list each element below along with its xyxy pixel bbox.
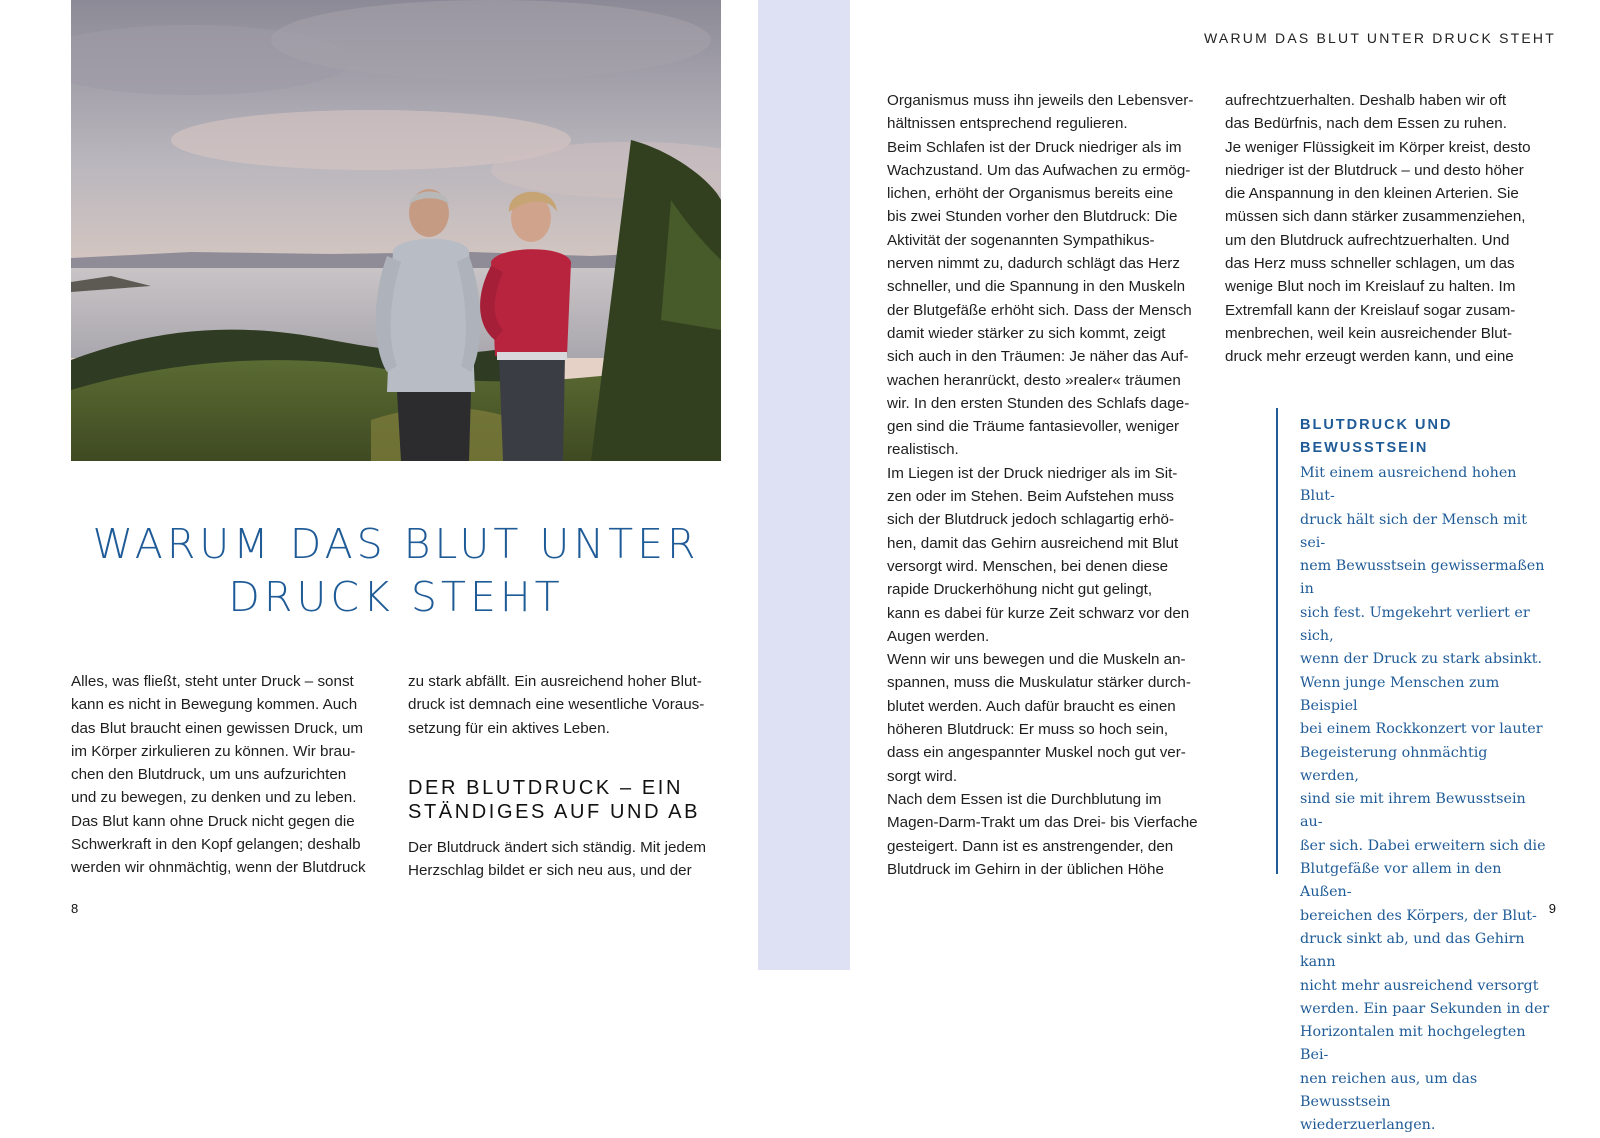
text-line: chen den Blutdruck, um uns aufzurichten [71, 766, 347, 784]
text-line: im Körper zirkulieren zu können. Wir brau- [71, 742, 356, 760]
text-line: Wenn wir uns bewegen und die Muskeln an- [887, 651, 1186, 669]
text-line: Augen werden. [887, 627, 990, 645]
text-line: setzung für ein aktives Leben. [408, 719, 610, 737]
text-line: der Blutgefäße erhöht sich. Dass der Mensch [887, 301, 1192, 319]
running-head: WARUM DAS BLUT UNTER DRUCK STEHT [1204, 30, 1556, 46]
left-column-2-top [408, 670, 738, 740]
text-line: das Bedürfnis, nach dem Essen zu ruhen. [1225, 115, 1507, 133]
text-line: höheren Blutdruck: Er muss so hoch sein, [887, 721, 1169, 739]
right-column-2 [1225, 89, 1565, 369]
text-line: spannen, muss die Muskulatur stärker durch- [887, 674, 1191, 692]
text-line: aufrechtzuerhalten. Deshalb haben wir oft [1225, 92, 1507, 109]
couple-landscape-photo [71, 0, 721, 461]
box-text-line: nem Bewusstsein gewissermaßen in [1300, 558, 1545, 598]
box-text-line: druck sinkt ab, und das Gehirn kann [1300, 930, 1525, 971]
text-line: kann es nicht in Bewegung kommen. Auch [71, 696, 358, 714]
info-box-title [1300, 414, 1570, 460]
box-text-line: bei einem Rockkonzert vor lauter [1300, 721, 1543, 738]
box-text-line: nicht mehr ausreichend versorgt [1300, 977, 1539, 994]
text-line: sich auch in den Träumen: Je näher das Auf- [887, 348, 1189, 366]
box-text-line: bereichen des Körpers, der Blut- [1300, 907, 1537, 924]
info-box-text [1300, 462, 1550, 1138]
page-number-right: 9 [1548, 901, 1556, 916]
text-line: niedriger ist der Blutdruck – und desto höher [1225, 161, 1524, 179]
text-line: menbrechen, weil kein ausreichender Blut- [1225, 324, 1513, 342]
box-title-line-2: BEWUSSTSEIN [1300, 440, 1429, 456]
left-page [0, 0, 758, 970]
text-line: lichen, erhöht der Organismus bereits eine [887, 185, 1174, 203]
text-line: schneller, und die Spannung in den Muskeln [887, 278, 1186, 296]
box-text-line: nen reichen aus, um das Bewusstsein [1300, 1070, 1478, 1111]
text-line: kann es dabei für kurze Zeit schwarz vor den [887, 604, 1190, 622]
text-line: wir. In den ersten Stunden des Schlafs dage- [887, 394, 1190, 412]
box-text-line: wenn der Druck zu stark absinkt. [1300, 651, 1543, 668]
text-line: sich der Blutdruck jedoch schlagartig erhö- [887, 511, 1175, 529]
text-line: hältnissen entsprechend regulieren. [887, 115, 1128, 133]
text-line: Extremfall kann der Kreislauf sogar zusam- [1225, 301, 1516, 319]
box-text-line: Mit einem ausreichend hohen Blut- [1300, 465, 1517, 505]
text-line: Herzschlag bildet er sich neu aus, und der [408, 862, 692, 880]
text-line: blutet werden. Auch dafür braucht es einen [887, 697, 1176, 715]
right-column-1 [887, 89, 1207, 881]
chapter-title [71, 518, 721, 624]
left-column-1 [71, 670, 391, 880]
text-line: müssen sich dann stärker zusammenziehen, [1225, 208, 1526, 226]
text-line: und zu bewegen, zu denken und zu leben. [71, 789, 357, 807]
text-line: druck mehr erzeugt werden kann, und eine [1225, 348, 1514, 366]
section-subheading [408, 776, 728, 824]
text-line: druck ist demnach eine wesentliche Voraus- [408, 696, 705, 714]
page-number-left: 8 [71, 901, 79, 916]
text-line: hen, damit das Gehirn ausreichend mit Blut [887, 534, 1179, 552]
box-text-line: Wenn junge Menschen zum Beispiel [1300, 674, 1500, 714]
text-line: Schwerkraft in den Kopf gelangen; deshalb [71, 836, 361, 854]
text-line: Wachzustand. Um das Aufwachen zu ermög- [887, 161, 1191, 179]
text-line: wachen heranrückt, desto »realer« träumen [887, 371, 1181, 389]
left-column-2-bottom [408, 836, 738, 883]
chapter-title-line-1: WARUM DAS BLUT UNTER [92, 520, 700, 568]
text-line: zen oder im Stehen. Beim Aufstehen muss [887, 488, 1175, 506]
text-line: Der Blutdruck ändert sich ständig. Mit jedem [408, 839, 706, 856]
subheading-line-1: DER BLUTDRUCK – EIN [408, 777, 683, 799]
box-text-line: werden. Ein paar Sekunden in der [1300, 1000, 1550, 1017]
box-text-line: sich fest. Umgekehrt verliert er sich, [1300, 604, 1530, 645]
right-page [850, 0, 1600, 1134]
text-line: Aktivität der sogenannten Sympathikus- [887, 231, 1155, 249]
text-line: sorgt wird. [887, 767, 958, 785]
text-line: Blutdruck im Gehirn in der üblichen Höhe [887, 860, 1164, 878]
text-line: Beim Schlafen ist der Druck niedriger als im [887, 138, 1182, 156]
text-line: das Blut braucht einen gewissen Druck, um [71, 719, 364, 737]
box-text-line: Begeisterung ohnmächtig werden, [1300, 744, 1488, 784]
box-title-line-1: BLUTDRUCK UND [1300, 417, 1453, 433]
text-line: damit wieder stärker zu sich kommt, zeigt [887, 324, 1166, 342]
text-line: die Anspannung in den kleinen Arterien. Sie [1225, 185, 1519, 203]
text-line: gesteigert. Dann ist es anstrengender, den [887, 837, 1174, 855]
text-line: gen sind die Träume fantasievoller, weniger [887, 418, 1180, 436]
text-line: Magen-Darm-Trakt um das Drei- bis Vierfache [887, 814, 1198, 832]
text-line: Das Blut kann ohne Druck nicht gegen die [71, 812, 355, 830]
text-line: Alles, was fließt, steht unter Druck – sonst [71, 673, 354, 690]
subheading-line-2: STÄNDIGES AUF UND AB [408, 801, 701, 823]
text-line: dass ein angespannter Muskel noch gut ver- [887, 744, 1186, 762]
box-text-line: Horizontalen mit hochgelegten Bei- [1300, 1024, 1526, 1064]
text-line: bis zwei Stunden vorher den Blutdruck: Die [887, 208, 1178, 226]
text-line: rapide Druckerhöhung nicht gut gelingt, [887, 581, 1153, 599]
text-line: um den Blutdruck aufrechtzuerhalten. Und [1225, 231, 1510, 249]
text-line: Organismus muss ihn jeweils den Lebensver- [887, 92, 1194, 109]
text-line: realistisch. [887, 441, 959, 459]
text-line: Je weniger Flüssigkeit im Körper kreist, desto [1225, 138, 1531, 156]
text-line: werden wir ohnmächtig, wenn der Blutdruck [71, 859, 366, 877]
text-line: zu stark abfällt. Ein ausreichend hoher Blut- [408, 673, 702, 690]
text-line: nerven nimmt zu, dadurch schlägt das Herz [887, 255, 1180, 273]
text-line: Im Liegen ist der Druck niedriger als im Sit- [887, 464, 1178, 482]
box-text-line: ßer sich. Dabei erweitern sich die [1300, 837, 1546, 854]
box-text-line: Blutgefäße vor allem in den Außen- [1300, 861, 1502, 901]
box-text-line: sind sie mit ihrem Bewusstsein au- [1300, 791, 1526, 831]
text-line: das Herz muss schneller schlagen, um das [1225, 255, 1515, 273]
text-line: Nach dem Essen ist die Durchblutung im [887, 790, 1162, 808]
text-line: versorgt wird. Menschen, bei denen diese [887, 557, 1169, 575]
box-text-line: druck hält sich der Mensch mit sei- [1300, 511, 1527, 551]
book-gutter [758, 0, 850, 970]
text-line: wenige Blut noch im Kreislauf zu halten. Im [1225, 278, 1516, 296]
box-text-line: wiederzuerlangen. [1300, 1117, 1436, 1134]
chapter-title-line-2: DRUCK STEHT [228, 573, 564, 621]
